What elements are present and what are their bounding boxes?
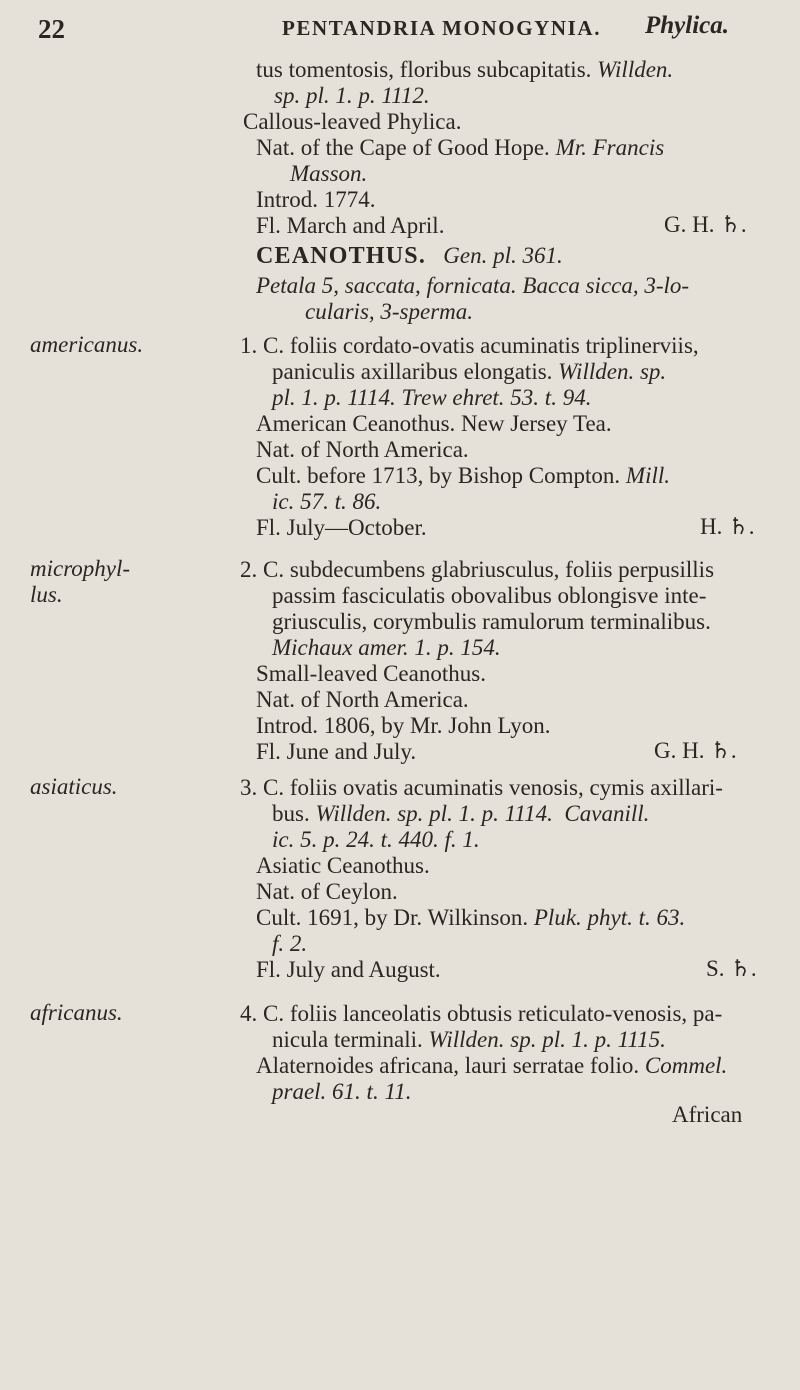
species-2-flowering: Fl. June and July. [256,739,417,764]
species-1-flowering: Fl. July—October. [256,515,427,540]
species-3-fig: f. 2. [272,931,308,956]
phylica-common-name: Callous-leaved Phylica. [243,109,462,134]
species-3-native: Nat. of Ceylon. [256,879,398,904]
genus-name: CEANOTHUS. [256,243,427,269]
phylica-flowering: Fl. March and April. [256,213,445,238]
species-1-line-2: paniculis axillaribus elongatis. Willden. sp. [272,359,667,384]
genus-character-2: cularis, 3-sperma. [305,299,474,324]
species-3-margin-name: asiaticus. [30,774,118,799]
species-1-common: American Ceanothus. New Jersey Tea. [256,411,612,436]
phylica-line-2: sp. pl. 1. p. 1112. [274,83,430,108]
species-2-symbol: G. H. ♄. [654,738,737,763]
species-1-diagnosis: 1. C. foliis cordato-ovatis acuminatis triplinerviis, [240,333,699,358]
running-header [38,8,780,48]
species-2-margin-name-2: lus. [30,582,63,607]
species-3-common: Asiatic Ceanothus. [256,853,430,878]
species-2-line-2: passim fasciculatis obovalibus oblongisve inte- [272,583,707,608]
species-1-native: Nat. of North America. [256,437,469,462]
species-3-diagnosis: 3. C. foliis ovatis acuminatis venosis, cymis axillari- [240,775,723,800]
species-4-diagnosis: 4. C. foliis lanceolatis obtusis reticulato-venosis, pa- [240,1001,723,1026]
phylica-authority: Willden. [597,57,674,82]
genus-character-1: Petala 5, saccata, fornicata. Bacca sicca, 3-lo- [256,273,690,298]
genus-heading [256,242,563,270]
species-3-line-2: bus. Willden. sp. pl. 1. p. 1114. Cavanill. [272,801,650,826]
species-2-line-3: griusculis, corymbulis ramulorum terminalibus. [272,609,711,634]
species-4-line-2: nicula terminali. Willden. sp. pl. 1. p. 1115. [272,1027,666,1052]
phylica-line-1: tus tomentosis, floribus subcapitatis. Willden. [256,57,674,82]
running-title: PENTANDRIA MONOGYNIA. [282,16,602,40]
species-3-cult: Cult. 1691, by Dr. Wilkinson. Pluk. phyt. t. 63. [256,905,686,930]
catchword: African [672,1102,743,1127]
species-2-diagnosis: 2. C. subdecumbens glabriusculus, foliis perpusillis [240,557,715,582]
species-1-line-3: pl. 1. p. 1114. Trew ehret. 53. t. 94. [272,385,592,410]
phylica-introd: Introd. 1774. [256,187,376,212]
species-3-icon-ref: ic. 5. p. 24. t. 440. f. 1. [272,827,480,852]
species-2-common: Small-leaved Ceanothus. [256,661,486,686]
phylica-collector: Masson. [290,161,368,186]
page-number: 22 [38,14,65,44]
phylica-native: Nat. of the Cape of Good Hope. Mr. Francis [256,135,665,160]
species-2-introd: Introd. 1806, by Mr. John Lyon. [256,713,551,738]
species-2-native: Nat. of North America. [256,687,469,712]
species-1-margin-name: americanus. [30,332,144,357]
header-genus: Phylica. [645,12,730,39]
species-4-margin-name: africanus. [30,1000,123,1025]
species-1-cult: Cult. before 1713, by Bishop Compton. Mill. [256,463,671,488]
species-3-symbol: S. ♄. [706,956,757,981]
species-4-synonym: Alaternoides africana, lauri serratae folio. Commel. [256,1053,728,1078]
species-2-reference: Michaux amer. 1. p. 154. [272,635,501,660]
species-3-flowering: Fl. July and August. [256,957,441,982]
species-1-symbol: H. ♄. [700,514,755,539]
species-4-reference: prael. 61. t. 11. [272,1079,412,1104]
phylica-symbol: G. H. ♄. [664,212,747,237]
species-2-margin-name: microphyl- [30,556,131,581]
species-1-icon-ref: ic. 57. t. 86. [272,489,382,514]
genus-ref: Gen. pl. 361. [443,243,563,268]
